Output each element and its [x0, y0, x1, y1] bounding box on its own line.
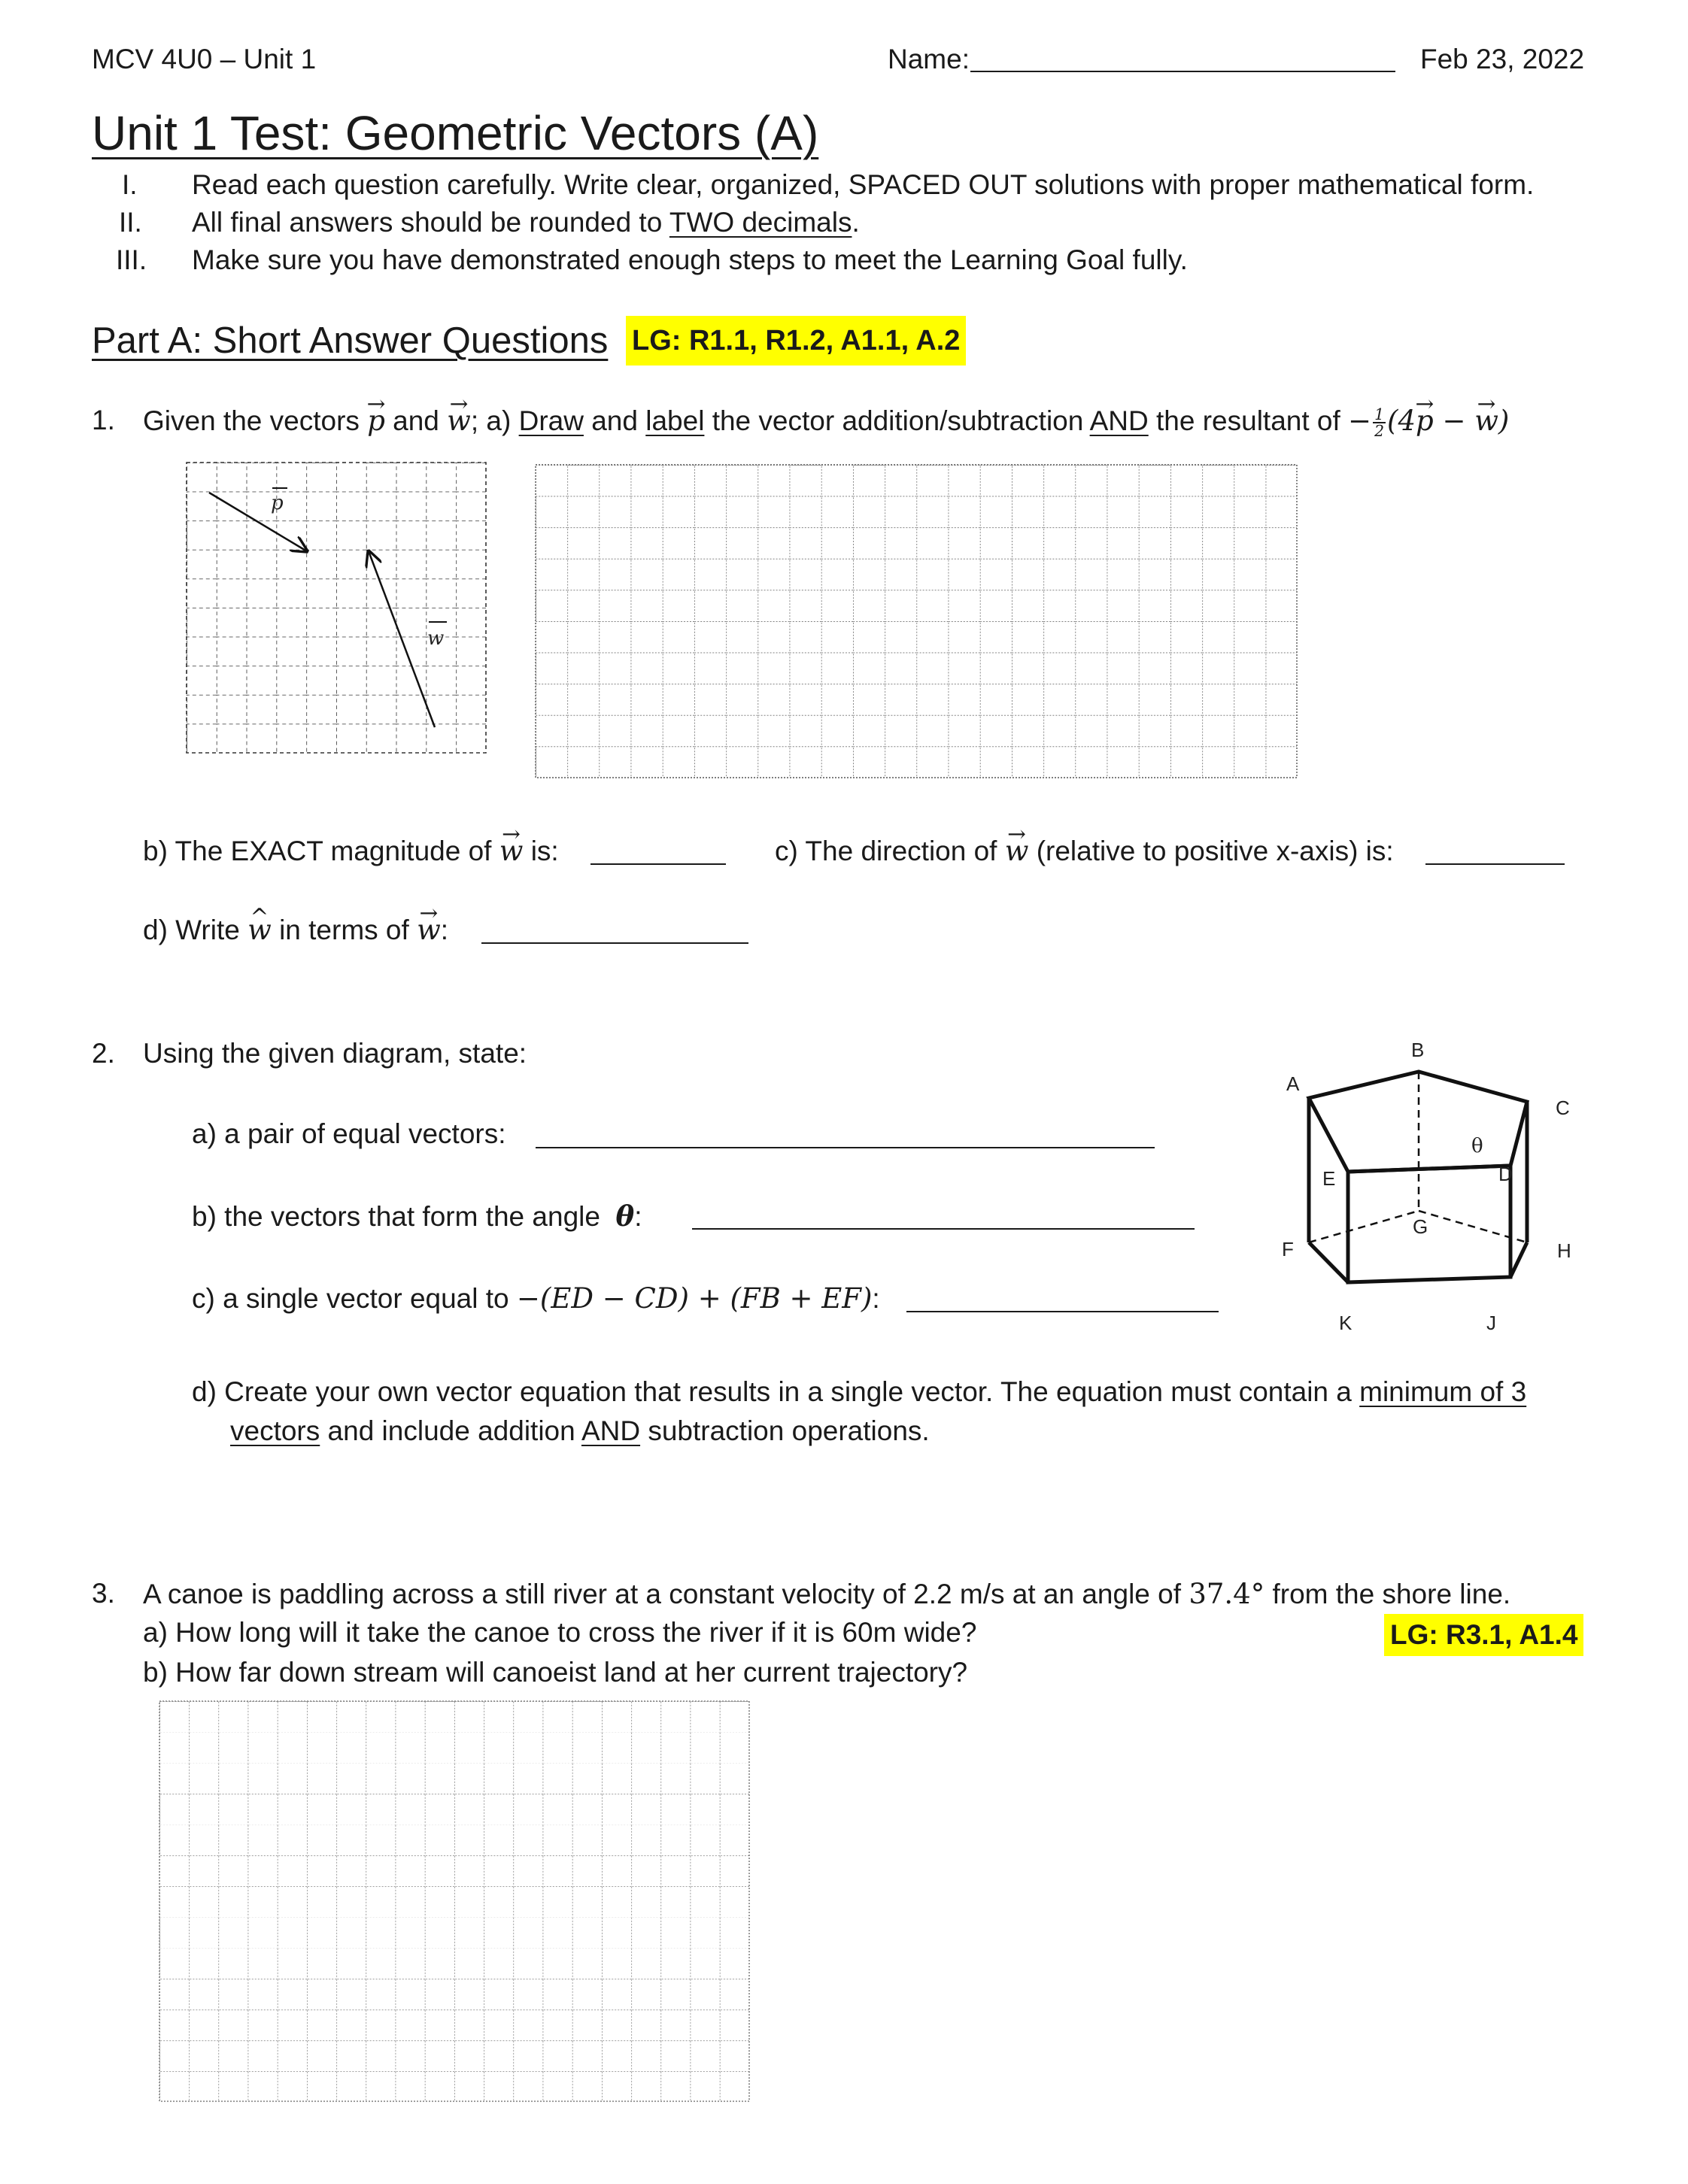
q2-part-b: b) the vectors that form the angle θ: — [192, 1200, 642, 1233]
q2-prompt: Using the given diagram, state: — [143, 1038, 527, 1069]
vertex-h: H — [1557, 1239, 1571, 1262]
q1-d-answer[interactable] — [481, 921, 748, 944]
page-title: Unit 1 Test: Geometric Vectors (A) — [92, 106, 819, 160]
instruction-2: All final answers should be rounded to TWO decimals. — [192, 207, 860, 238]
part-a-learning-goal: LG: R1.1, R1.2, A1.1, A.2 — [626, 316, 966, 366]
q1-part-d: d) Write ^ w in terms of → w: — [143, 914, 448, 946]
instruction-3-num: III. — [116, 244, 147, 275]
vertex-f: F — [1282, 1238, 1294, 1260]
q2-b-answer[interactable] — [692, 1207, 1195, 1230]
q2-part-a: a) a pair of equal vectors: — [192, 1118, 506, 1149]
vertex-e: E — [1322, 1167, 1336, 1190]
given-vectors-grid — [187, 463, 486, 753]
q1-prompt: Given the vectors → p and → w; a) Draw and label the vector addition/subtraction AND the resultant of − $\frac{1}{2}$ (4→ p − → w) — [143, 405, 1509, 439]
q2-part-d-line1: d) Create your own vector equation that results in a single vector. The equation must contain a minimum of 3 — [192, 1376, 1527, 1407]
vertex-b: B — [1411, 1039, 1425, 1061]
vertex-a: A — [1286, 1072, 1300, 1095]
test-date: Feb 23, 2022 — [1420, 44, 1585, 74]
q1-part-c: c) The direction of → w (relative to positive x-axis) is: — [775, 835, 1394, 867]
q2-part-c: c) a single vector equal to −(ED − CD) + (FB + EF): — [192, 1282, 880, 1315]
vertex-c: C — [1556, 1097, 1570, 1119]
q3-learning-goal: LG: R3.1, A1.4 — [1384, 1614, 1583, 1656]
instruction-2-num: II. — [119, 207, 142, 238]
vector-p-label: p — [271, 492, 284, 514]
vertex-k: K — [1339, 1312, 1353, 1334]
q3-prompt: A canoe is paddling across a still river at a constant velocity of 2.2 m/s at an angle of 37.4° from the shore line. — [143, 1578, 1511, 1610]
name-field[interactable] — [970, 50, 1395, 72]
q1-number: 1. — [92, 405, 115, 435]
instruction-3: Make sure you have demonstrated enough steps to meet the Learning Goal fully. — [192, 244, 1188, 275]
q2-number: 2. — [92, 1038, 115, 1069]
q2-c-answer[interactable] — [906, 1290, 1219, 1312]
part-a-heading: Part A: Short Answer Questions — [92, 320, 609, 361]
q2-a-answer[interactable] — [536, 1126, 1155, 1148]
vertex-g: G — [1413, 1215, 1428, 1238]
pentagonal-prism-diagram — [1264, 1030, 1595, 1346]
q3-number: 3. — [92, 1578, 115, 1609]
q2-part-d-line2: vectors and include addition AND subtraction operations. — [230, 1415, 930, 1446]
q1-part-b: b) The EXACT magnitude of → w is: — [143, 835, 559, 867]
vertex-d: D — [1498, 1163, 1513, 1185]
name-label: Name: — [888, 44, 970, 74]
q1-c-answer[interactable] — [1425, 842, 1565, 865]
instruction-1-num: I. — [122, 169, 138, 200]
q1-work-grid[interactable] — [536, 465, 1297, 778]
angle-theta-label: θ — [1471, 1135, 1483, 1157]
q3-part-b: b) How far down stream will canoeist land at her current trajectory? — [143, 1657, 968, 1688]
instruction-1: Read each question carefully. Write clear, organized, SPACED OUT solutions with proper mathematical form. — [192, 169, 1535, 200]
course-code: MCV 4U0 – Unit 1 — [92, 44, 317, 74]
q3-part-a: a) How long will it take the canoe to cross the river if it is 60m wide? — [143, 1617, 977, 1648]
vertex-j: J — [1486, 1312, 1496, 1334]
q1-b-answer[interactable] — [590, 842, 726, 865]
vector-w-label: w — [427, 627, 445, 650]
q3-work-grid[interactable] — [159, 1701, 749, 2101]
